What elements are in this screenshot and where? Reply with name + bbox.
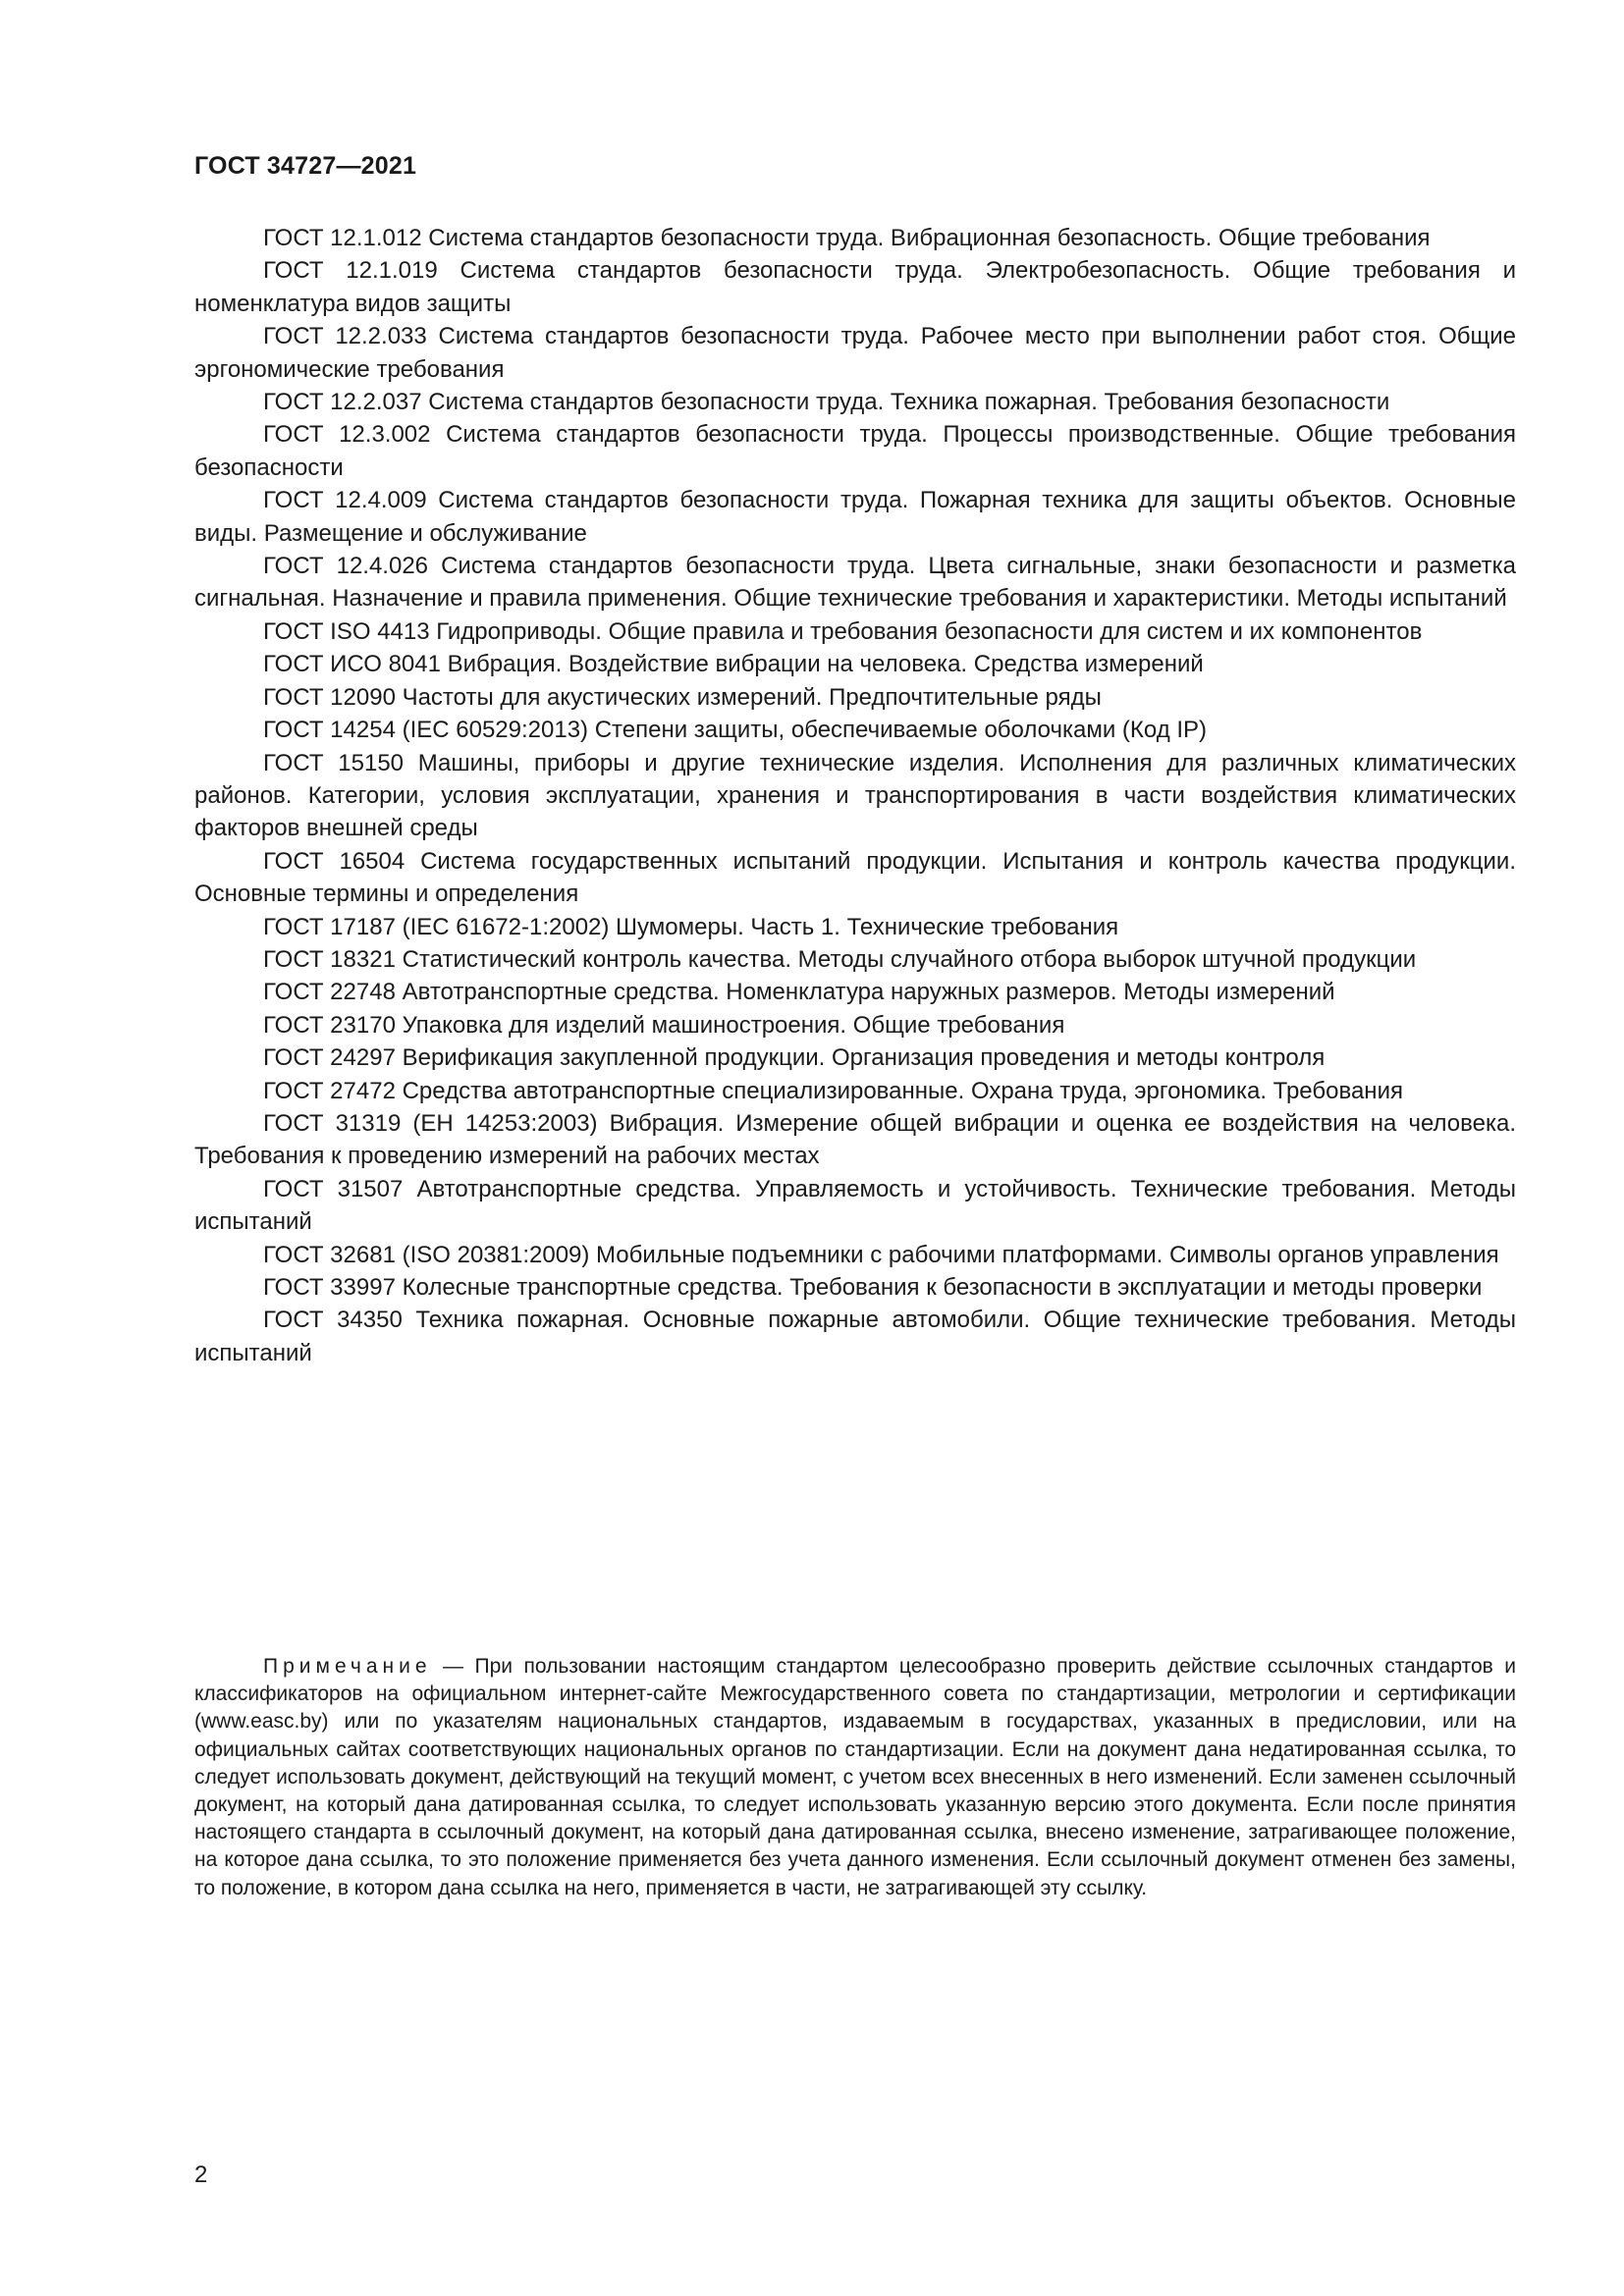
normative-references-list	[194, 222, 1516, 1369]
reference-item: ГОСТ 16504 Система государственных испытаний продукции. Испытания и контроль качества продукции. Основные термины и определения	[194, 847, 1516, 908]
reference-item: ГОСТ 12.4.026 Система стандартов безопасности труда. Цвета сигнальные, знаки безопасности и разметка сигнальная. Назначение и правила применения. Общие технические требования и характеристики. Методы испытаний	[194, 553, 1516, 613]
reference-item: ГОСТ 12.1.019 Система стандартов безопасности труда. Электробезопасность. Общие требования и номенклатура видов защиты	[194, 257, 1516, 317]
note-text: При пользовании настоящим стандартом целесообразно проверить действие ссылочных стандартов и классификаторов на официальном интернет-сайте Межгосударственного совета по стандартизации, метрологии и сертификации (www.easc.by) или по указателям национальных стандартов, издаваемым в государствах, указанных в предисловии, или на официальных сайтах соответствующих национальных органов по стандартизации. Если на документ дана недатированная ссылка, то следует использовать документ, действующий на текущий момент, с учетом всех внесенных в него изменений. Если заменен ссылочный документ, на который дана датированная ссылка, то следует использовать указанную версию этого документа. Если после принятия настоящего стандарта в ссылочный документ, на который дана датированная ссылка, внесено изменение, затрагивающее положение, на которое дана ссылка, то это положение применяется без учета данного изменения. Если ссылочный документ отменен без замены, то положение, в котором дана ссылка на него, применяется в части, не затрагивающей эту ссылку.	[194, 1655, 1517, 1899]
reference-item: ГОСТ ISO 4413 Гидроприводы. Общие правила и требования безопасности для систем и их компонентов	[263, 617, 1423, 645]
reference-item: ГОСТ 18321 Статистический контроль качества. Методы случайного отбора выборок штучной продукции	[263, 945, 1417, 973]
reference-item: ГОСТ 24297 Верификация закупленной продукции. Организация проведения и методы контроля	[263, 1044, 1326, 1072]
reference-item: ГОСТ 12.4.009 Система стандартов безопасности труда. Пожарная техника для защиты объектов. Основные виды. Размещение и обслуживание	[194, 487, 1516, 547]
reference-item: ГОСТ 15150 Машины, приборы и другие технические изделия. Исполнения для различных климатических районов. Категории, условия эксплуатации, хранения и транспортирования в части воздействия климатических факторов внешней среды	[194, 749, 1516, 842]
reference-item: ГОСТ 12.2.033 Система стандартов безопасности труда. Рабочее место при выполнении работ стоя. Общие эргономические требования	[194, 323, 1516, 383]
reference-item: ГОСТ 33997 Колесные транспортные средства. Требования к безопасности в эксплуатации и методы проверки	[263, 1274, 1483, 1301]
document-header: ГОСТ 34727—2021	[194, 152, 417, 180]
reference-item: ГОСТ 12090 Частоты для акустических измерений. Предпочтительные ряды	[263, 683, 1102, 711]
note-block	[194, 1653, 1516, 1902]
reference-item: ГОСТ 14254 (IEC 60529:2013) Степени защиты, обеспечиваемые оболочками (Код IP)	[263, 717, 1208, 744]
reference-item: ГОСТ 27472 Средства автотранспортные специализированные. Охрана труда, эргономика. Требования	[263, 1077, 1403, 1104]
reference-item: ГОСТ 12.3.002 Система стандартов безопасности труда. Процессы производственные. Общие требования безопасности	[194, 421, 1516, 481]
reference-item: ГОСТ 22748 Автотранспортные средства. Номенклатура наружных размеров. Методы измерений	[263, 979, 1335, 1006]
page-number: 2	[194, 2162, 208, 2188]
note-dash: —	[431, 1655, 475, 1678]
reference-item: ГОСТ ИСО 8041 Вибрация. Воздействие вибрации на человека. Средства измерений	[263, 651, 1204, 678]
reference-item: ГОСТ 32681 (ISO 20381:2009) Мобильные подъемники с рабочими платформами. Символы органов управления	[263, 1241, 1499, 1268]
reference-item: ГОСТ 17187 (IEC 61672-1:2002) Шумомеры. Часть 1. Технические требования	[263, 913, 1119, 940]
reference-item: ГОСТ 31319 (ЕН 14253:2003) Вибрация. Измерение общей вибрации и оценка ее воздействия на человека. Требования к проведению измерений на рабочих местах	[194, 1109, 1516, 1170]
reference-item: ГОСТ 34350 Техника пожарная. Основные пожарные автомобили. Общие технические требования. Методы испытаний	[194, 1307, 1516, 1366]
reference-item: ГОСТ 23170 Упаковка для изделий машиностроения. Общие требования	[263, 1011, 1065, 1039]
reference-item: ГОСТ 12.1.012 Система стандартов безопасности труда. Вибрационная безопасность. Общие требования	[263, 225, 1431, 251]
note-label: Примечание	[263, 1655, 432, 1678]
reference-item: ГОСТ 12.2.037 Система стандартов безопасности труда. Техника пожарная. Требования безопасности	[263, 389, 1390, 416]
note-paragraph	[194, 1653, 1516, 1902]
reference-item: ГОСТ 31507 Автотранспортные средства. Управляемость и устойчивость. Технические требования. Методы испытаний	[194, 1175, 1516, 1236]
